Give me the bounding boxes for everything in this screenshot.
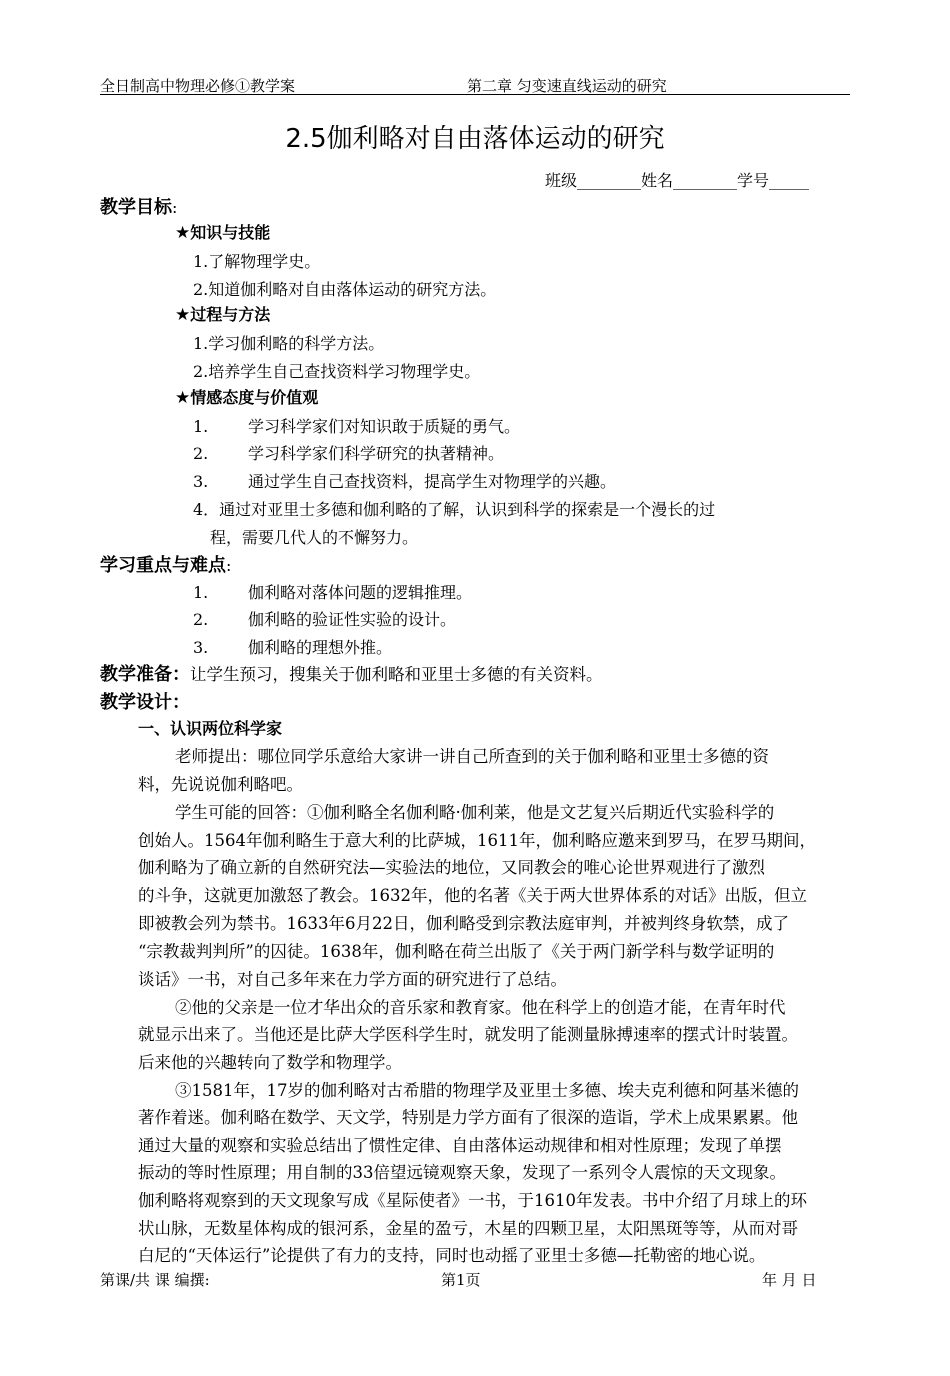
header-center: 第二章 匀变速直线运动的研究 (467, 77, 667, 95)
footer-date: 年 月 日 (762, 1271, 817, 1289)
list-item-continuation: 程，需要几代人的不懈努力。 (210, 528, 419, 547)
paragraph-line: 老师提出：哪位同学乐意给大家讲一讲自己所查到的关于伽利略和亚里士多德的资 (175, 747, 769, 766)
star-icon: ★ (175, 305, 191, 325)
paragraph-line: ③1581年，17岁的伽利略对古希腊的物理学及亚里士多德、埃夫克利德和阿基米德的 (175, 1081, 799, 1100)
footer-left: 第课/共 课 编撰: (100, 1271, 210, 1289)
paragraph-line: 的斗争，这就更加激怒了教会。1632年，他的名著《关于两大世界体系的对话》出版，但立 (138, 886, 807, 905)
list-item: 2.培养学生自己查找资料学习物理学史。 (193, 362, 481, 381)
paragraph-line: 谈话》一书，对自己多年来在力学方面的研究进行了总结。 (138, 970, 567, 989)
list-item: 4．通过对亚里士多德和伽利略的了解，认识到科学的探索是一个漫长的过 (193, 500, 716, 519)
list-item: 2. 学习科学家们科学研究的执著精神。 (193, 444, 505, 463)
header-left: 全日制高中物理必修①教学案 (100, 77, 296, 95)
paragraph-line: ②他的父亲是一位才华出众的音乐家和教育家。他在科学上的创造才能，在青年时代 (175, 998, 786, 1017)
list-item: 1. 伽利略对落体问题的逻辑推理。 (193, 583, 473, 602)
star-icon: ★ (175, 223, 191, 243)
paragraph-line: 通过大量的观察和实验总结出了惯性定律、自由落体运动规律和相对性原理；发现了单摆 (138, 1136, 782, 1155)
paragraph-line: 学生可能的回答：①伽利略全名伽利略·伽利莱，他是文艺复兴后期近代实验科学的 (175, 803, 775, 822)
header-rule (100, 94, 850, 95)
student-info-line: 班级________姓名________学号_____ (545, 171, 810, 190)
prep-line: 教学准备：让学生预习，搜集关于伽利略和亚里士多德的有关资料。 (100, 664, 603, 685)
list-item: 3. 伽利略的理想外推。 (193, 638, 393, 657)
knowledge-subheading: ★知识与技能 (175, 223, 271, 243)
paragraph-line: “宗教裁判判所”的囚徒。1638年，伽利略在荷兰出版了《关于两门新学科与数学证明的 (138, 942, 775, 961)
page-title: 2.5伽利略对自由落体运动的研究 (285, 124, 665, 154)
paragraph-line: 料，先说说伽利略吧。 (138, 775, 303, 794)
attitude-subheading: ★情感态度与价值观 (175, 388, 319, 408)
paragraph-line: 创始人。1564年伽利略生于意大利的比萨城，1611年，伽利略应邀来到罗马，在罗马期间， (138, 831, 816, 850)
list-item: 2.知道伽利略对自由落体运动的研究方法。 (193, 280, 497, 299)
paragraph-line: 后来他的兴趣转向了数学和物理学。 (138, 1053, 402, 1072)
design-heading: 教学设计： (100, 692, 190, 713)
paragraph-line: 白尼的“天体运行”论提供了有力的支持，同时也动摇了亚里士多德—托勒密的地心说。 (138, 1246, 766, 1265)
list-item: 3. 通过学生自己查找资料，提高学生对物理学的兴趣。 (193, 472, 617, 491)
list-item: 1.了解物理学史。 (193, 252, 321, 271)
paragraph-line: 即被教会列为禁书。1633年6月22日，伽利略受到宗教法庭审判，并被判终身软禁，成了 (138, 914, 789, 933)
paragraph-line: 著作着迷。伽利略在数学、天文学，特别是力学方面有了很深的造诣，学术上成果累累。他 (138, 1108, 798, 1127)
section-heading: 一、认识两位科学家 (138, 719, 283, 738)
paragraph-line: 伽利略将观察到的天文现象写成《星际使者》一书，于1610年发表。书中介绍了月球上的环 (138, 1191, 807, 1210)
paragraph-line: 就显示出来了。当他还是比萨大学医科学生时，就发明了能测量脉搏速率的摆式计时装置。 (138, 1025, 798, 1044)
process-subheading: ★过程与方法 (175, 305, 271, 325)
page-number: 第1页 (441, 1271, 481, 1289)
paragraph-line: 伽利略为了确立新的自然研究法—实验法的地位，又同教会的唯心论世界观进行了激烈 (138, 858, 765, 877)
paragraph-line: 振动的等时性原理；用自制的33倍望远镜观察天象，发现了一系列令人震惊的天文现象。 (138, 1163, 786, 1182)
objectives-heading: 教学目标: (100, 197, 178, 218)
keypoints-heading: 学习重点与难点: (100, 555, 232, 576)
list-item: 1.学习伽利略的科学方法。 (193, 334, 385, 353)
list-item: 2. 伽利略的验证性实验的设计。 (193, 610, 457, 629)
paragraph-line: 状山脉，无数星体构成的银河系，金星的盈亏，木星的四颗卫星，太阳黑斑等等，从而对哥 (138, 1219, 798, 1238)
star-icon: ★ (175, 388, 191, 408)
list-item: 1. 学习科学家们对知识敢于质疑的勇气。 (193, 417, 521, 436)
